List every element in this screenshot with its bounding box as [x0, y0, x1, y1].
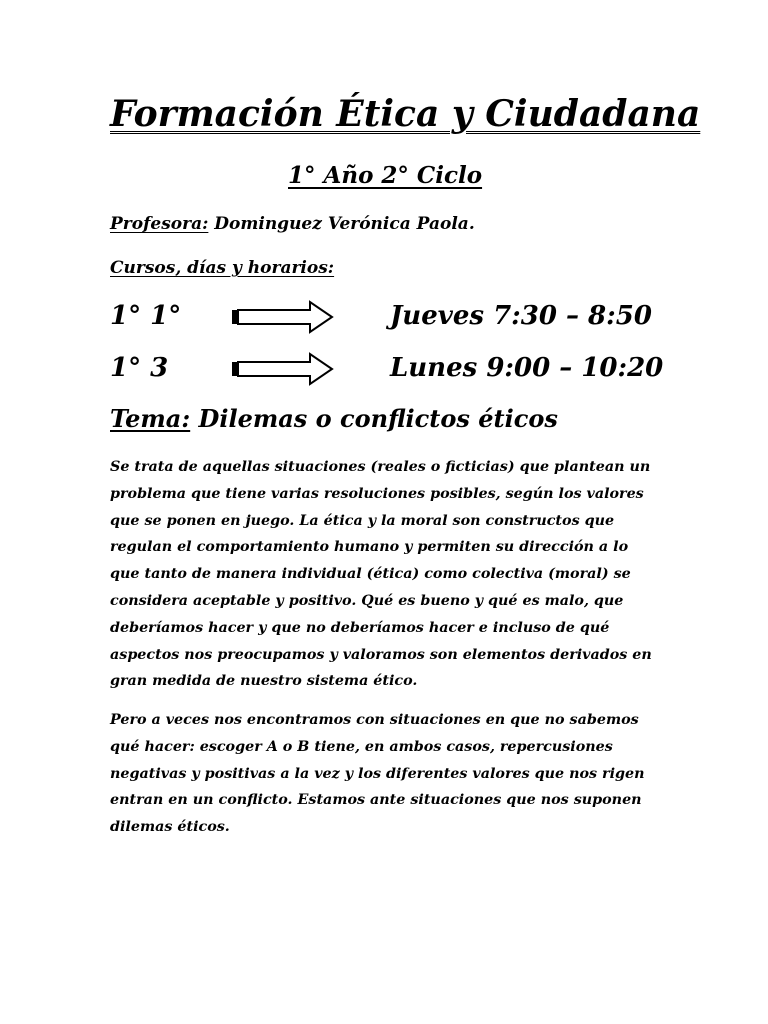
- course-row: [110, 296, 670, 336]
- courses-label: Cursos, días y horarios:: [110, 258, 335, 278]
- topic-label: Tema:: [110, 404, 191, 433]
- teacher-label: Profesora:: [110, 214, 209, 234]
- right-arrow-icon: [230, 352, 334, 386]
- teacher-line: [110, 212, 475, 236]
- topic-line: [110, 402, 558, 436]
- course-schedule: Jueves 7:30 – 8:50: [390, 301, 652, 331]
- course-schedule: Lunes 9:00 – 10:20: [390, 353, 664, 383]
- course-name: 1° 1°: [110, 301, 182, 331]
- body-paragraph: Pero a veces nos encontramos con situaciones en que no sabemos qué hacer: escoger A o B tiene, en ambos casos, repercusiones negativas y positivas a la vez y los diferentes valores que nos rigen entran en un conflicto. Estamos ante situaciones que nos suponen dilemas éticos.: [110, 712, 645, 836]
- body-paragraph: Se trata de aquellas situaciones (reales o ficticias) que plantean un problema que tiene varias resoluciones posibles, según los valores que se ponen en juego. La ética y la moral son constructos que regulan el comportamiento humano y permiten su dirección a lo que tanto de manera individual (ética) como colectiva (moral) se considera aceptable y positivo. Qué es bueno y qué es malo, que deberíamos hacer y que no deberíamos hacer e incluso de qué aspectos nos preocupamos y valoramos son elementos derivados en gran medida de nuestro sistema ético.: [110, 459, 652, 690]
- document-title: Formación Ética y Ciudadana: [110, 93, 701, 135]
- right-arrow-icon: [230, 300, 334, 334]
- teacher-name: Dominguez Verónica Paola.: [214, 214, 475, 234]
- course-row: [110, 348, 670, 388]
- topic-title: Dilemas o conflictos éticos: [198, 404, 558, 433]
- document-subtitle: 1° Año 2° Ciclo: [288, 162, 483, 189]
- course-name: 1° 3: [110, 353, 169, 383]
